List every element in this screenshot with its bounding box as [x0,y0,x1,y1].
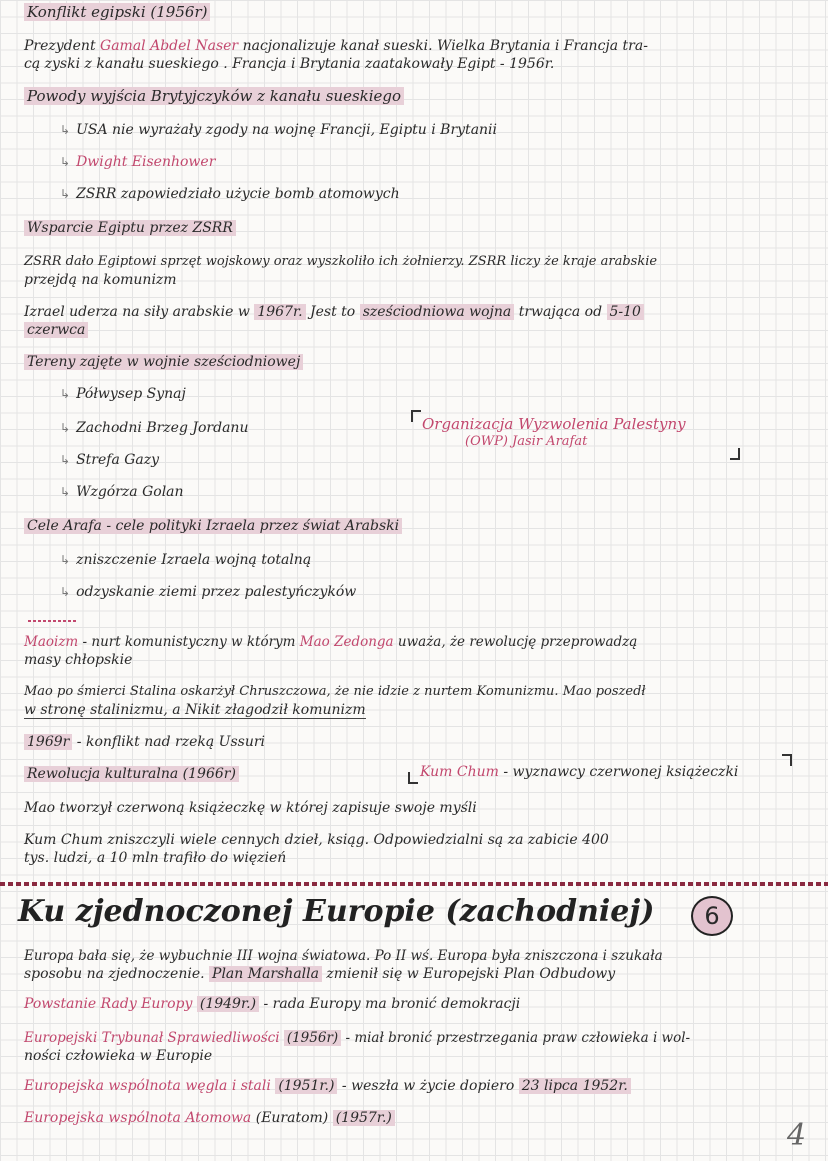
arrow-icon: ↳ [60,585,71,599]
paragraph-line: Europejska wspólnota węgla i stali (1951r.) - weszła w życie dopiero 23 lipca 1952r. [24,1078,631,1094]
list-item: ↳ Półwysep Synaj [60,386,186,402]
paragraph-line: cą zyski z kanału sueskiego . Francja i Brytania zaatakowały Egipt - 1956r. [24,56,555,72]
paragraph-line: czerwca [24,322,88,338]
arrow-icon: ↳ [60,553,71,567]
section-title: Konflikt egipski (1956r) [24,4,210,20]
subheading: Powody wyjścia Brytyjczyków z kanału sueskiego [24,88,404,104]
owp-name: Organizacja Wyzwolenia Palestyny [422,415,686,433]
paragraph-line: 1969r - konflikt nad rzeką Ussuri [24,734,265,750]
arrow-icon: ↳ [60,123,71,137]
bracket-corner [782,754,792,766]
arrow-icon: ↳ [60,421,71,435]
paragraph-line: Maoizm - nurt komunistyczny w którym Mao Zedonga uważa, że rewolucję przeprowadzą [24,634,638,650]
list-item: ↳ Wzgórza Golan [60,484,184,500]
paragraph-line: Europejski Trybunał Sprawiedliwości (1956r) - miał bronić przestrzegania praw człowieka i wol- [24,1030,691,1046]
paragraph-line: Rewolucja kulturalna (1966r) [24,766,239,782]
paragraph-line: ności człowieka w Europie [24,1048,213,1064]
list-item: ↳ ZSRR zapowiedziało użycie bomb atomowych [60,186,400,202]
subheading: Cele Arafa - cele polityki Izraela przez świat Arabski [24,518,402,534]
subheading: Tereny zajęte w wojnie sześciodniowej [24,354,303,370]
paragraph-line: Mao po śmierci Stalina oskarżył Chruszczowa, że nie idzie z nurtem Komunizmu. Mao poszedł [24,684,646,699]
paragraph-line: masy chłopskie [24,652,133,668]
paragraph-line: Europa bała się, że wybuchnie III wojna światowa. Po II wś. Europa była zniszczona i szukała [24,948,663,964]
paragraph-line: ZSRR dało Egiptowi sprzęt wojskowy oraz wyszkoliło ich żołnierzy. ZSRR liczy że kraje arabskie [24,254,658,269]
arrow-icon: ↳ [60,155,71,169]
paragraph-line: Prezydent Gamal Abdel Naser nacjonalizuje kanał sueski. Wielka Brytania i Francja tra- [24,38,648,54]
paragraph-line: tys. ludzi, a 10 mln trafiło do więzień [24,850,287,866]
section-number-badge: 6 [691,896,733,936]
list-item: ↳ USA nie wyrażały zgody na wojnę Francji, Egiptu i Brytanii [60,122,498,138]
paragraph-line: sposobu na zjednoczenie. Plan Marshalla zmienił się w Europejski Plan Odbudowy [24,966,616,982]
list-item: ↳ Dwight Eisenhower [60,154,216,170]
decorative-wave [28,620,76,622]
paragraph-line: Izrael uderza na siły arabskie w 1967r. Jest to sześciodniowa wojna trwająca od 5-10 [24,304,644,320]
arrow-icon: ↳ [60,485,71,499]
list-item: ↳ odzyskanie ziemi przez palestyńczyków [60,584,357,600]
page-title: Ku zjednoczonej Europie (zachodniej) [18,894,655,929]
bracket-corner [730,448,740,460]
subheading: Wsparcie Egiptu przez ZSRR [24,220,236,236]
owp-sub: (OWP) Jasir Arafat [465,434,588,449]
page-number: 4 [787,1118,807,1153]
paragraph-line: przejdą na komunizm [24,272,177,288]
paragraph-line: Mao tworzył czerwoną książeczkę w której zapisuje swoje myśli [24,800,477,816]
section-divider [0,882,828,886]
bracket-corner [408,772,418,784]
paragraph-line: Powstanie Rady Europy (1949r.) - rada Europy ma bronić demokracji [24,996,521,1012]
paragraph-line: Europejska wspólnota Atomowa (Euratom) (1957r.) [24,1110,395,1126]
bracket-corner [411,410,421,422]
paragraph-line: Kum Chum zniszczyli wiele cennych dzieł, ksiąg. Odpowiedzialni są za zabicie 400 [24,832,609,848]
list-item: ↳ Strefa Gazy [60,452,160,468]
list-item: ↳ Zachodni Brzeg Jordanu [60,420,249,436]
list-item: ↳ zniszczenie Izraela wojną totalną [60,552,312,568]
paragraph-line: w stronę stalinizmu, a Nikit złagodził komunizm [24,702,366,718]
paragraph-line: Kum Chum - wyznawcy czerwonej książeczki [420,764,739,780]
arrow-icon: ↳ [60,387,71,401]
arrow-icon: ↳ [60,187,71,201]
arrow-icon: ↳ [60,453,71,467]
